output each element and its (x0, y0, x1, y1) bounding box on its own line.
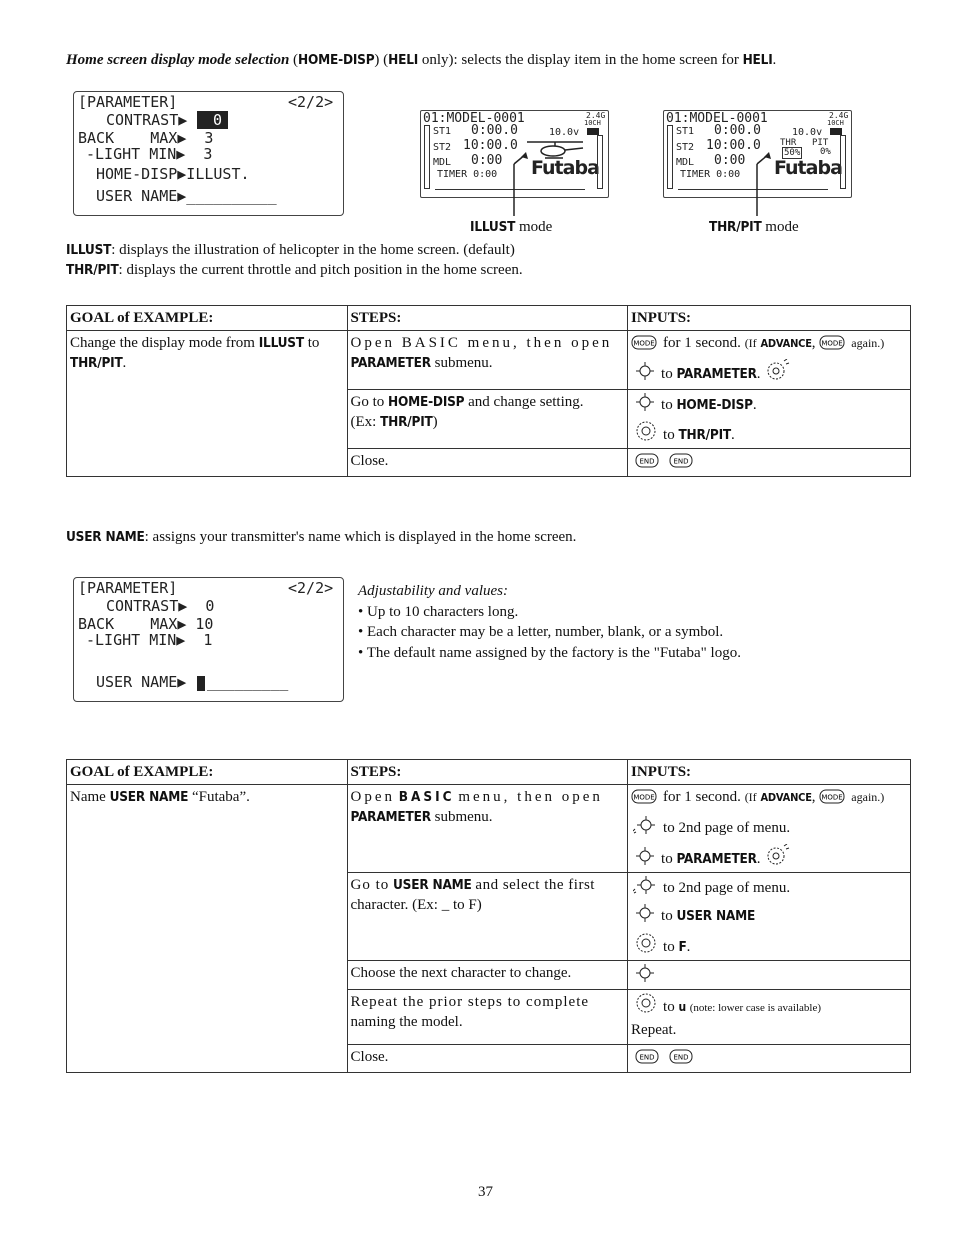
scroll-wheel-icon (635, 392, 655, 412)
step-4: Repeat the prior steps to complete naming the model. (347, 990, 628, 1045)
lcd-page: <2/2> (288, 93, 334, 111)
lcd-line-min: -LIGHT MIN▶ 1 (86, 631, 213, 649)
illust-caption: ILLUST mode (470, 219, 553, 235)
page-number: 37 (478, 1184, 493, 1200)
list-item: • Each character may be a letter, number, blank, or a symbol. (358, 624, 724, 640)
user-name-desc: USER NAME: assigns your transmitter's name which is displayed in the home screen. (66, 529, 577, 545)
lcd-line-min: -LIGHT MIN▶ 3 (86, 145, 213, 163)
band-label: 2.4G (829, 111, 849, 120)
goal-cell: Change the display mode from ILLUST to THR/PIT. (67, 331, 348, 477)
list-item: • Up to 10 characters long. (358, 603, 519, 620)
lcd-line-contrast: CONTRAST▶ 0 (106, 597, 215, 615)
scroll-wheel-icon (635, 846, 655, 866)
input-1: MODE for 1 second. (If ADVANCE, MODE again.) to PARAMETER. (628, 331, 911, 390)
thrpit-pointer-line (751, 150, 775, 220)
step-3: Close. (347, 449, 628, 477)
step-1: Open BASIC menu, then open PARAMETER submenu. (347, 785, 628, 873)
scroll-press-icon (633, 815, 657, 835)
list-item: • The default name assigned by the factory is the "Futaba" logo. (358, 644, 741, 661)
battery-icon (830, 128, 842, 135)
band-label: 2.4G (586, 111, 606, 120)
intro-line: Home screen display mode selection (HOME-DISP) (HELI only): selects the display item in the home screen for HELI. (66, 52, 777, 68)
adjustability (358, 581, 741, 663)
svg-text:MODE: MODE (821, 339, 843, 348)
parameter-lcd-2 (73, 577, 344, 702)
pit-value: 0% (820, 147, 831, 157)
svg-text:MODE: MODE (633, 793, 655, 802)
home-screen-illust: 01:MODEL-0001 2.4G 10CH ST1 0:00.0 10.0v ST2 10:00.0 MDL 0:00 TIMER 0:00 Futaba (420, 110, 609, 198)
header-steps: STEPS: (347, 306, 628, 331)
scroll-wheel-icon (635, 963, 655, 983)
lcd-page: <2/2> (288, 579, 334, 597)
mode-key-icon (631, 789, 657, 804)
lcd-line-home-disp: HOME-DISP▶ILLUST. (96, 165, 250, 183)
voltage: 10.0v (549, 127, 580, 138)
rdial-press-icon (764, 844, 790, 866)
end-key-icon (669, 453, 693, 468)
battery-icon (587, 128, 599, 135)
example-table-2 (66, 759, 911, 1073)
step-2: Go to USER NAME and select the first character. (Ex: _ to F) (347, 873, 628, 961)
input-3 (628, 449, 911, 477)
svg-text:END: END (673, 1053, 689, 1062)
step-3: Choose the next character to change. (347, 961, 628, 990)
code-heli: HELI (388, 52, 419, 68)
lcd-line-user-name: USER NAME▶ (96, 673, 187, 691)
right-gauge (597, 135, 603, 189)
thrpit-caption: THR/PIT mode (709, 219, 799, 235)
header-goal: GOAL of EXAMPLE: (67, 760, 348, 785)
svg-text:END: END (673, 457, 689, 466)
svg-text:END: END (639, 457, 655, 466)
scroll-wheel-icon (635, 361, 655, 381)
voltage: 10.0v (792, 127, 823, 138)
model-name: 01:MODEL-0001 (666, 111, 768, 126)
lcd-title: [PARAMETER] (78, 579, 178, 597)
header-inputs: INPUTS: (628, 306, 911, 331)
home-screen-thrpit: 01:MODEL-0001 2.4G 10CH ST1 0:00.0 10.0v ST2 10:00.0 THR PIT 50% 0% MDL 0:00 TIMER 0:00 Futaba (663, 110, 852, 198)
goal-cell: Name USER NAME “Futaba”. (67, 785, 348, 1073)
header-steps: STEPS: (347, 760, 628, 785)
mode-key-icon (631, 335, 657, 350)
lcd-name-placeholder: _________ (207, 673, 289, 691)
left-gauge (667, 125, 673, 189)
lcd-contrast-value: 0 (197, 111, 228, 129)
header-inputs: INPUTS: (628, 760, 911, 785)
end-key-icon (635, 1049, 659, 1064)
thr-label: THR (780, 138, 797, 148)
scroll-press-icon (633, 875, 657, 895)
model-name: 01:MODEL-0001 (423, 111, 525, 126)
step-1: Open BASIC menu, then open PARAMETER submenu. (347, 331, 628, 390)
step-2: Go to HOME-DISP and change setting. (Ex: THR/PIT) (347, 390, 628, 449)
thr-value: 50% (784, 148, 801, 158)
def-thrpit: THR/PIT: displays the current throttle and pitch position in the home screen. (66, 262, 523, 278)
channel-label: 10CH (827, 119, 844, 127)
input-2: to HOME-DISP. to THR/PIT. (628, 390, 911, 449)
pit-label: PIT (812, 138, 829, 148)
rdial-icon (635, 932, 657, 954)
input-4: to u (note: lower case is available) Repeat. (628, 990, 911, 1045)
svg-text:MODE: MODE (821, 793, 843, 802)
futaba-logo: Futaba (531, 157, 599, 179)
adjustability-heading: Adjustability and values: (358, 583, 508, 599)
example-table-1 (66, 305, 911, 477)
end-key-icon (669, 1049, 693, 1064)
lcd-line-max: BACK MAX▶ 3 (78, 129, 214, 147)
input-3 (628, 961, 911, 990)
scroll-wheel-icon (635, 903, 655, 923)
svg-text:END: END (639, 1053, 655, 1062)
intro-title: Home screen display mode selection (66, 52, 290, 68)
futaba-logo: Futaba (774, 157, 842, 179)
right-gauge (840, 135, 846, 189)
input-5 (628, 1045, 911, 1073)
mode-key-icon (819, 335, 845, 350)
code-home-disp: HOME-DISP (298, 52, 375, 68)
end-key-icon (635, 453, 659, 468)
parameter-lcd-1 (73, 91, 344, 216)
lcd-line-user-name: USER NAME▶__________ (96, 187, 277, 205)
lcd-line-max: BACK MAX▶ 10 (78, 615, 214, 633)
intro-text: only): selects the display item in the home screen for (421, 52, 739, 68)
channel-label: 10CH (584, 119, 601, 127)
rdial-icon (635, 420, 657, 442)
header-goal: GOAL of EXAMPLE: (67, 306, 348, 331)
step-5: Close. (347, 1045, 628, 1073)
left-gauge (424, 125, 430, 189)
svg-text:MODE: MODE (633, 339, 655, 348)
input-1: MODE for 1 second. (If ADVANCE, MODE again.) to 2nd page of menu. to PARAMETER. (628, 785, 911, 873)
mode-key-icon (819, 789, 845, 804)
illust-pointer-line (508, 150, 532, 220)
lcd-title: [PARAMETER] (78, 93, 178, 111)
rdial-press-icon (764, 359, 790, 381)
input-2: to 2nd page of menu. to USER NAME to F. (628, 873, 911, 961)
lcd-cursor (197, 676, 205, 691)
adjustability-list (358, 602, 741, 664)
code-heli-2: HELI (742, 52, 773, 68)
def-illust: ILLUST: displays the illustration of helicopter in the home screen. (default) (66, 242, 515, 258)
lcd-line-contrast: CONTRAST▶ (106, 111, 188, 129)
rdial-icon (635, 992, 657, 1014)
